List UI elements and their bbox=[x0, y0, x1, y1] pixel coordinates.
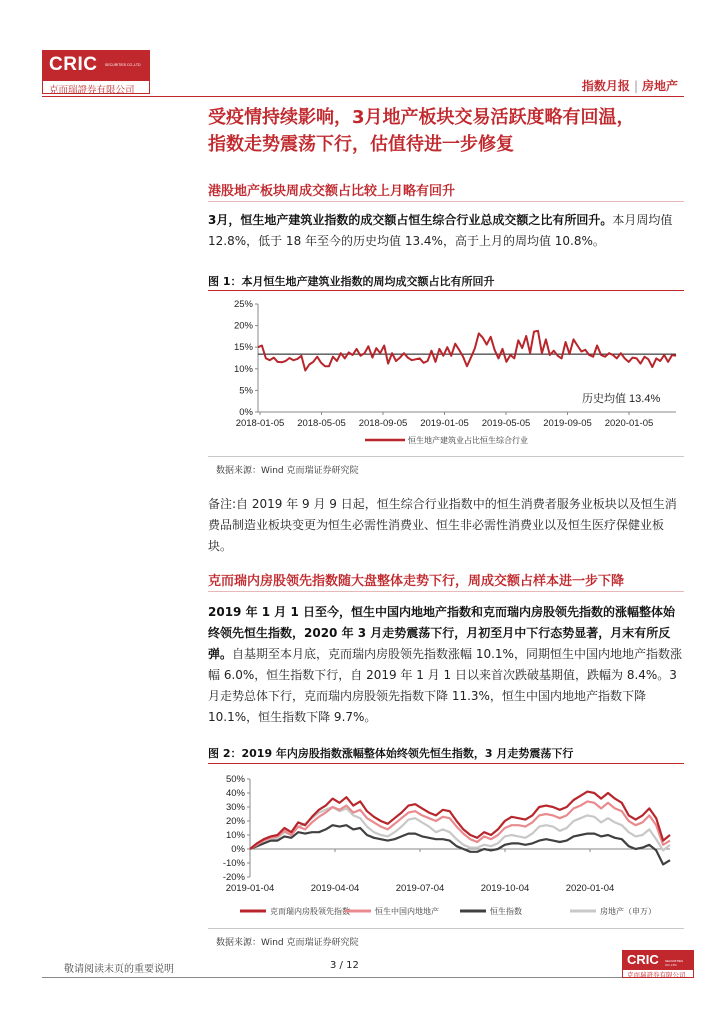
report-sector: 房地产 bbox=[641, 79, 678, 93]
header-separator: | bbox=[633, 79, 638, 93]
y-tick-label: 25% bbox=[233, 299, 253, 310]
footer-logo-brand-text: CRIC bbox=[627, 952, 659, 967]
cric-logo bbox=[42, 50, 150, 94]
figure1-top-rule bbox=[208, 290, 684, 291]
section2-divider bbox=[208, 591, 684, 592]
y-tick-label: 20% bbox=[225, 816, 245, 827]
section2-para-bold: 2019 年 1 月 1 日至今，恒生中国内地地产指数和克而瑞内房股领先指数的涨幅整体始终领先恒生指数，2020 年 3 月走势震荡下行，月初至月中下行态势显著，月末有所反弹。 bbox=[208, 605, 675, 661]
title-line-2: 指数走势震荡下行，估值待进一步修复 bbox=[208, 134, 514, 155]
figure2-chart bbox=[210, 768, 680, 928]
header-divider bbox=[42, 96, 684, 97]
page-number: 3 / 12 bbox=[330, 960, 359, 971]
x-tick-label: 2019-05-05 bbox=[481, 418, 531, 429]
report-category bbox=[582, 77, 678, 94]
section2-para-rest: 自基期至本月底，克而瑞内房股领先指数涨幅 10.1%，同期恒生中国内地地产指数涨幅 6.0%，恒生指数下行，自 2019 年 1 月 1 日以来首次跌破基期值，跌幅为 8.4%。3 月走势总体下行，克而瑞内房股领先指数下降 11.3%，恒生中国内地地产指数下降 10.1%，恒生指数下降 9.7%。 bbox=[208, 647, 682, 724]
figure2-bottom-rule bbox=[208, 928, 684, 929]
y-tick-label: -10% bbox=[222, 858, 245, 869]
figure1-chart bbox=[210, 294, 680, 454]
y-tick-label: 20% bbox=[233, 320, 253, 332]
chart1-legend bbox=[365, 435, 528, 445]
footer-logo-tiny-text: SECURITIES CO.,LTD bbox=[665, 959, 684, 967]
section1-paragraph bbox=[208, 210, 686, 252]
y-tick-label: 10% bbox=[233, 363, 253, 375]
y-tick-label: 50% bbox=[225, 774, 245, 785]
logo-tiny-text: SECURITIES CO.,LTD bbox=[105, 63, 141, 67]
legend-label: 恒生指数 bbox=[490, 907, 522, 916]
section1-para-bold: 3月，恒生地产建筑业指数的成交额占恒生综合行业总成交额之比有所回升。 bbox=[208, 213, 613, 227]
section1-para-rest: 本月周均值 12.8%，低于 18 年至今的历史均值 13.4%，高于上月的周均值 10.8%。 bbox=[208, 213, 673, 248]
figure2-label: 图 2：2019 年内房股指数涨幅整体始终领先恒生指数，3 月走势震荡下行 bbox=[208, 747, 574, 760]
figure2-top-rule bbox=[208, 763, 684, 764]
title-line-1: 受疫情持续影响，3月地产板块交易活跃度略有回温， bbox=[208, 107, 635, 128]
report-type: 指数月报 bbox=[581, 79, 630, 93]
page-title bbox=[208, 104, 698, 158]
y-tick-label: 5% bbox=[239, 385, 253, 397]
x-tick-label: 2018-05-05 bbox=[297, 418, 346, 429]
footer-disclaimer: 敬请阅读末页的重要说明 bbox=[64, 964, 174, 975]
chart2-legend bbox=[240, 906, 656, 916]
figure1-source: 数据来源：Wind 克而瑞证券研究院 bbox=[216, 466, 359, 476]
legend-label: 恒生中国内地地产 bbox=[375, 907, 439, 916]
logo-brand-text: CRIC bbox=[49, 54, 98, 75]
figure2-source: 数据来源：Wind 克而瑞证券研究院 bbox=[216, 938, 359, 948]
footer-cric-logo bbox=[622, 950, 694, 978]
x-tick-label: 2019-04-04 bbox=[310, 883, 360, 894]
footer-divider bbox=[42, 977, 684, 978]
legend-label: 克而瑞内房股领先指数 bbox=[270, 907, 350, 916]
x-tick-label: 2020-01-05 bbox=[604, 418, 654, 429]
x-tick-label: 2019-10-04 bbox=[480, 883, 530, 894]
chart1-legend-label: 恒生地产建筑业占比恒生综合行业 bbox=[408, 436, 528, 445]
footer-logo-company-name: 克而瑞證券有限公司 bbox=[627, 971, 686, 979]
y-tick-label: 15% bbox=[233, 342, 253, 354]
y-tick-label: 0% bbox=[239, 407, 253, 418]
y-tick-label: -20% bbox=[222, 872, 245, 883]
x-tick-label: 2019-01-05 bbox=[420, 418, 469, 429]
x-tick-label: 2019-07-04 bbox=[395, 883, 445, 894]
y-tick-label: 30% bbox=[225, 802, 245, 813]
y-tick-label: 40% bbox=[225, 788, 245, 799]
figure1-label: 图 1：本月恒生地产建筑业指数的周均成交额占比有所回升 bbox=[208, 275, 495, 288]
chart1-annotation: 历史均值 13.4% bbox=[582, 393, 661, 405]
section1-heading: 港股地产板块周成交额占比较上月略有回升 bbox=[208, 184, 456, 199]
logo-company-name: 克而瑞證券有限公司 bbox=[49, 85, 135, 96]
section1-divider bbox=[208, 201, 684, 202]
x-tick-label: 2018-09-05 bbox=[358, 418, 408, 429]
y-tick-label: 0% bbox=[231, 844, 245, 855]
figure1-bottom-rule bbox=[208, 456, 684, 457]
section2-paragraph bbox=[208, 602, 686, 728]
y-tick-label: 10% bbox=[225, 830, 245, 841]
section2-heading: 克而瑞内房股领先指数随大盘整体走势下行，周成交额占样本进一步下降 bbox=[208, 574, 625, 589]
x-tick-label: 2018-01-05 bbox=[235, 418, 285, 429]
legend-label: 房地产（申万） bbox=[600, 907, 656, 916]
note-paragraph: 备注:自 2019 年 9 月 9 日起，恒生综合行业指数中的恒生消费者服务业板块以及恒生消费品制造业板块变更为恒生必需性消费业、恒生非必需性消费业以及恒生医疗保健业板块。 bbox=[208, 497, 677, 553]
x-tick-label: 2019-09-05 bbox=[543, 418, 592, 429]
x-tick-label: 2019-01-04 bbox=[225, 883, 275, 894]
x-tick-label: 2020-01-04 bbox=[565, 883, 615, 894]
series-line bbox=[258, 331, 676, 371]
